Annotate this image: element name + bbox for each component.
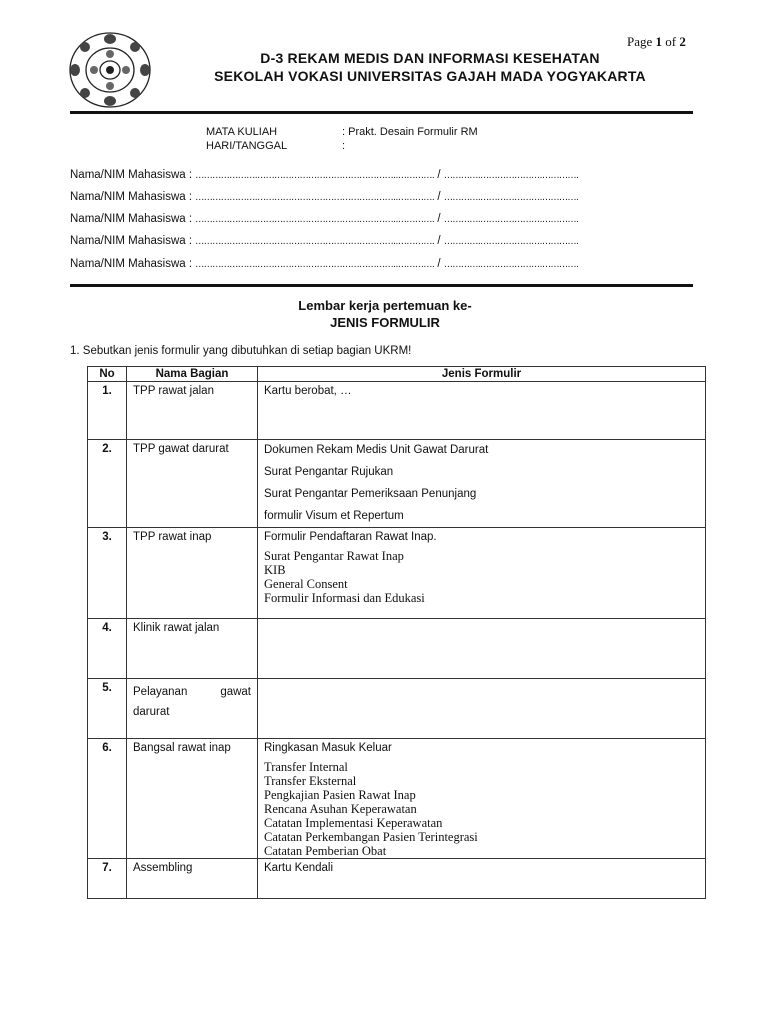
- row-jenis[interactable]: [258, 619, 706, 679]
- header-jenis-formulir: Jenis Formulir: [258, 367, 706, 382]
- question-text: 1. Sebutkan jenis formulir yang dibutuhkan di setiap bagian UKRM!: [70, 345, 412, 357]
- student-name-row[interactable]: Nama/NIM Mahasiswa : ………………….…………………………………………..…………. / ………….………………….………….: [70, 258, 579, 270]
- row-bagian: TPP rawat inap: [127, 528, 258, 619]
- row-jenis[interactable]: [258, 859, 706, 899]
- jenis-item: Catatan Implementasi Keperawatan: [264, 816, 443, 830]
- row-jenis[interactable]: [258, 440, 706, 528]
- row-jenis[interactable]: [258, 679, 706, 739]
- jenis-item: Transfer Internal: [264, 760, 348, 774]
- jenis-item: Rencana Asuhan Keperawatan: [264, 802, 417, 816]
- jenis-item: Formulir Informasi dan Edukasi: [264, 591, 425, 605]
- header-divider: [70, 111, 693, 114]
- jenis-item: Kartu berobat, …: [264, 385, 352, 397]
- table-header-row: [88, 367, 706, 382]
- row-bagian: Bangsal rawat inap: [127, 739, 258, 859]
- row-jenis[interactable]: [258, 528, 706, 619]
- mata-kuliah-value: : Prakt. Desain Formulir RM: [342, 126, 478, 138]
- table-row: [88, 382, 706, 440]
- forms-table: [87, 366, 706, 899]
- row-jenis[interactable]: [258, 382, 706, 440]
- row-number: 6.: [88, 739, 127, 859]
- header-nama-bagian: Nama Bagian: [127, 367, 258, 382]
- section-divider: [70, 284, 693, 287]
- row-number: 2.: [88, 440, 127, 528]
- table-row: [88, 619, 706, 679]
- university-seal-logo: [63, 30, 158, 110]
- institution-school-title: SEKOLAH VOKASI UNIVERSITAS GAJAH MADA YOGYAKARTA: [214, 68, 646, 84]
- student-name-row[interactable]: Nama/NIM Mahasiswa : ………………….…………………………………………..…………. / ………….………………….………….: [70, 191, 579, 203]
- worksheet-subtitle: JENIS FORMULIR: [330, 315, 440, 330]
- jenis-item: Dokumen Rekam Medis Unit Gawat Darurat: [264, 444, 489, 456]
- row-bagian: TPP rawat jalan: [127, 382, 258, 440]
- jenis-item: Surat Pengantar Pemeriksaan Penunjang: [264, 488, 477, 500]
- bagian-word: darurat: [133, 706, 170, 718]
- header-no: No: [88, 367, 127, 382]
- table-row: [88, 739, 706, 859]
- jenis-item: Pengkajian Pasien Rawat Inap: [264, 788, 416, 802]
- row-number: 5.: [88, 679, 127, 739]
- row-jenis[interactable]: [258, 739, 706, 859]
- student-name-row[interactable]: Nama/NIM Mahasiswa : ………………….…………………………………………..…………. / ………….………………….………….: [70, 235, 579, 247]
- jenis-item: Surat Pengantar Rujukan: [264, 466, 394, 478]
- jenis-item: Transfer Eksternal: [264, 774, 357, 788]
- row-number: 3.: [88, 528, 127, 619]
- row-bagian: TPP gawat darurat: [127, 440, 258, 528]
- student-name-row[interactable]: Nama/NIM Mahasiswa : ………………….…………………………………………..…………. / ………….………………….………….: [70, 213, 579, 225]
- bagian-word: gawat: [220, 686, 251, 698]
- jenis-item: Catatan Pemberian Obat: [264, 844, 387, 858]
- jenis-item: Formulir Pendaftaran Rawat Inap.: [264, 531, 437, 543]
- jenis-item: formulir Visum et Repertum: [264, 510, 404, 522]
- bagian-word: Pelayanan: [133, 686, 188, 698]
- jenis-item: General Consent: [264, 577, 348, 591]
- jenis-item: Surat Pengantar Rawat Inap: [264, 549, 404, 563]
- row-bagian: Assembling: [127, 859, 258, 899]
- table-row: [88, 859, 706, 899]
- row-number: 1.: [88, 382, 127, 440]
- row-bagian: Klinik rawat jalan: [127, 619, 258, 679]
- jenis-item: Kartu Kendali: [264, 862, 334, 874]
- worksheet-title: Lembar kerja pertemuan ke-: [298, 298, 472, 313]
- mata-kuliah-label: MATA KULIAH: [206, 126, 278, 138]
- table-row: [88, 679, 706, 739]
- table-row: [88, 440, 706, 528]
- hari-tanggal-label: HARI/TANGGAL: [206, 140, 288, 152]
- jenis-item: KIB: [264, 563, 286, 577]
- student-name-row[interactable]: Nama/NIM Mahasiswa : ………………….…………………………………………..…………. / ………….………………….………….: [70, 169, 579, 181]
- jenis-item: Catatan Perkembangan Pasien Terintegrasi: [264, 830, 478, 844]
- hari-tanggal-value: :: [342, 140, 346, 152]
- table-row: [88, 528, 706, 619]
- page-number: Page 1 of 2: [627, 34, 686, 49]
- row-bagian: [127, 679, 258, 739]
- jenis-item: Ringkasan Masuk Keluar: [264, 742, 392, 754]
- row-number: 7.: [88, 859, 127, 899]
- institution-program-title: D-3 REKAM MEDIS DAN INFORMASI KESEHATAN: [260, 50, 600, 66]
- row-number: 4.: [88, 619, 127, 679]
